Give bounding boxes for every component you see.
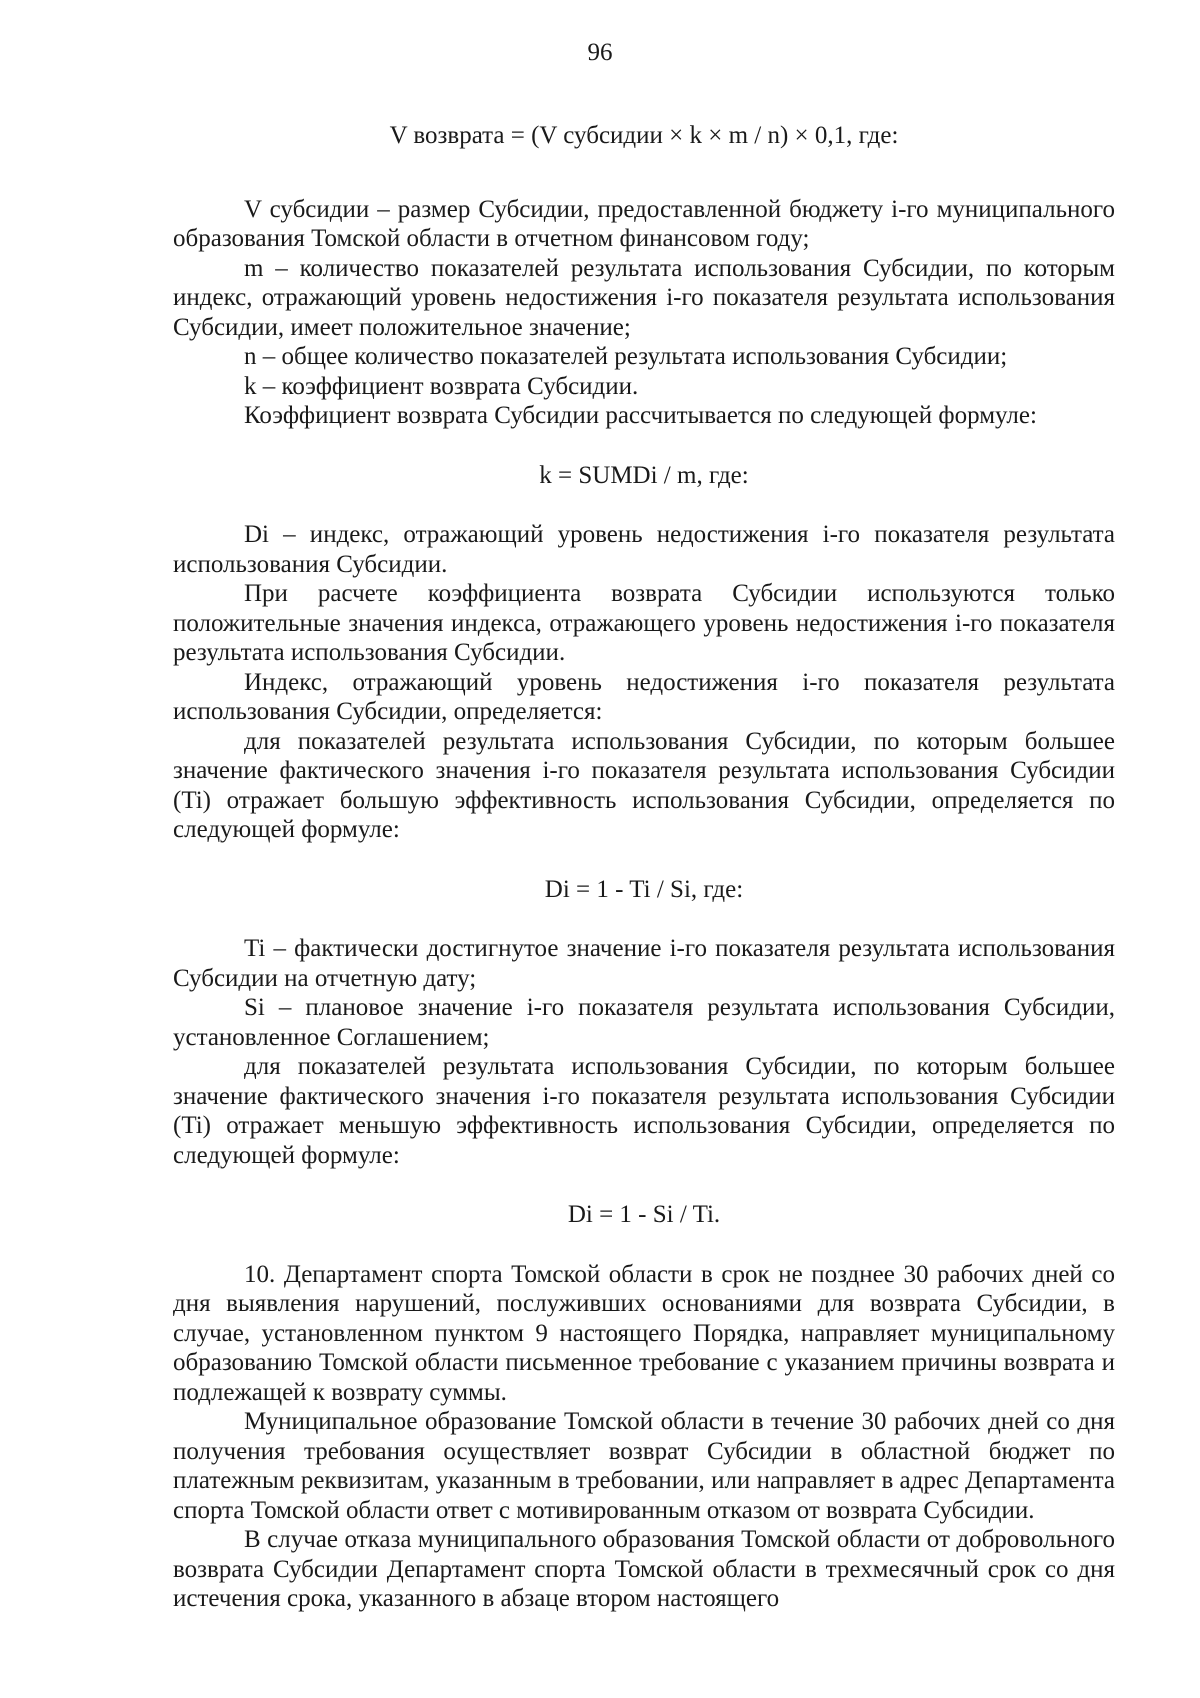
formula-k: k = SUMDi / m, где: [539, 461, 749, 489]
paragraph-item-10: 10. Департамент спорта Томской области в срок не позднее 30 рабочих дней со дня выявления нарушений, послуживших основаниями для возврата Субсидии, в случае, установленном пунктом 9 настоящего Порядка, направляет муниципальному образованию Томской области письменное требование с указанием причины возврата и подлежащей к возврату суммы. [173, 1260, 1115, 1406]
paragraph-refusal-case: В случае отказа муниципального образования Томской области от добровольного возврата Субсидии Департамент спорта Томской области в трехмесячный срок со дня истечения срока, указанного в абзаце втором настоящего [173, 1526, 1115, 1612]
paragraph-positive-values: При расчете коэффициента возврата Субсидии используются только положительные значения индекса, отражающего уровень недостижения i-го показателя результата использования Субсидии. [173, 580, 1115, 666]
paragraph-n-definition: n – общее количество показателей результата использования Субсидии; [244, 343, 1008, 370]
document-body [173, 121, 1115, 1614]
paragraph-ti-definition: Ti – фактически достигнутое значение i-го показателя результата использования Субсидии на отчетную дату; [173, 935, 1115, 992]
formula-di-less: Di = 1 - Si / Ti. [567, 1201, 721, 1228]
page-number: 96 [587, 39, 613, 66]
paragraph-m-definition: m – количество показателей результата использования Субсидии, по которым индекс, отражающий уровень недостижения i-го показателя результата использования Субсидии, имеет положительное значение; [173, 254, 1115, 341]
paragraph-municipal-return: Муниципальное образование Томской области в течение 30 рабочих дней со дня получения требования осуществляет возврат Субсидии в областной бюджет по платежным реквизитам, указанным в требовании, или направляет в адрес Департамента спорта Томской области ответ с мотивированным отказом от возврата Субсидии. [173, 1408, 1115, 1524]
paragraph-k-definition: k – коэффициент возврата Субсидии. [244, 372, 639, 400]
paragraph-si-definition: Si – плановое значение i-го показателя результата использования Субсидии, установленное Соглашением; [173, 994, 1115, 1051]
paragraph-di-definition: Di – индекс, отражающий уровень недостижения i-го показателя результата использования Субсидии. [173, 521, 1115, 578]
paragraph-k-intro: Коэффициент возврата Субсидии рассчитывается по следующей формуле: [244, 402, 1037, 429]
paragraph-index-determined: Индекс, отражающий уровень недостижения i-го показателя результата использования Субсидии, определяется: [173, 668, 1115, 725]
paragraph-greater-efficiency: для показателей результата использования Субсидии, по которым большее значение фактического значения i-го показателя результата использования Субсидии (Ti) отражает большую эффективность использования Субсидии, определяется по следующей формуле: [173, 727, 1115, 843]
formula-di-more: Di = 1 - Ti / Si, где: [544, 875, 744, 903]
formula-v-return: V возврата = (V субсидии × k × m / n) × 0,1, где: [389, 122, 899, 149]
paragraph-lesser-efficiency: для показателей результата использования Субсидии, по которым большее значение фактического значения i-го показателя результата использования Субсидии (Ti) отражает меньшую эффективность использования Субсидии, определяется по следующей формуле: [173, 1053, 1115, 1169]
paragraph-v-subsidy: V субсидии – размер Субсидии, предоставленной бюджету i-го муниципального образования Томской области в отчетном финансовом году; [173, 195, 1115, 252]
